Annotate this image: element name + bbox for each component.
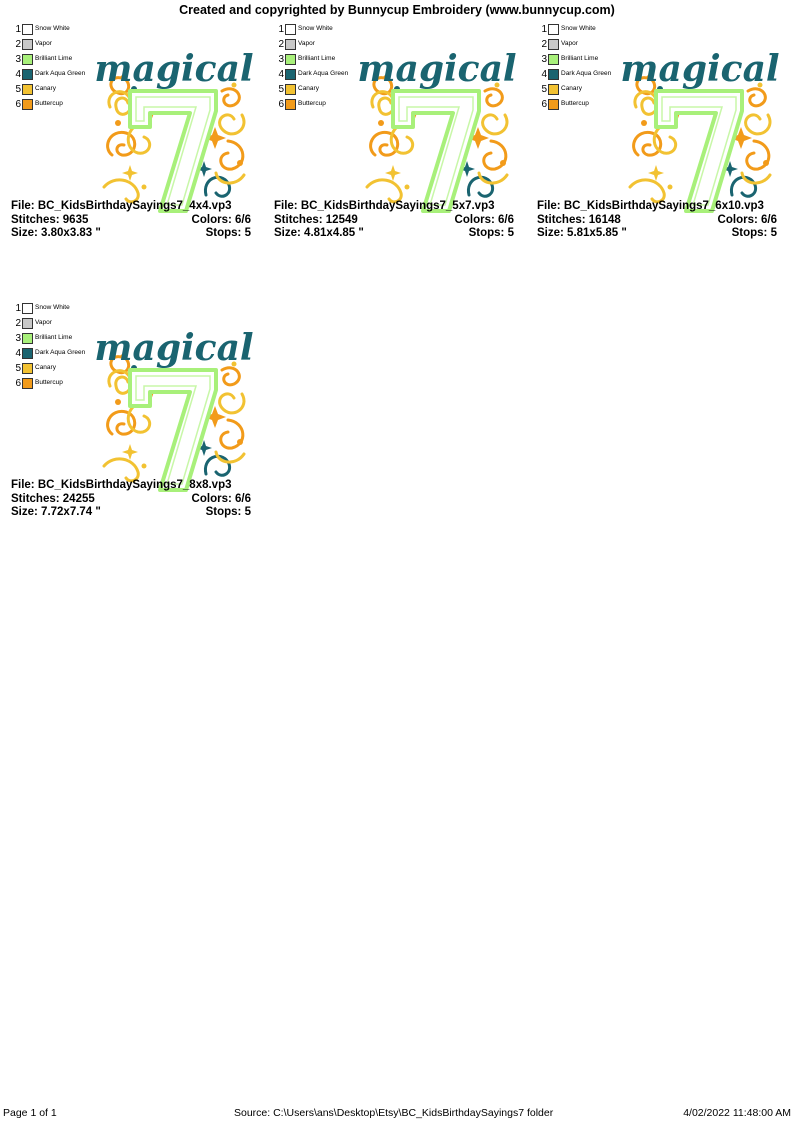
swirl-left-low	[108, 132, 135, 155]
colors-value: 6/6	[235, 492, 251, 505]
color-swatch	[22, 378, 33, 389]
size-value: 4.81x4.85 "	[304, 227, 364, 239]
sparkle-star	[122, 444, 138, 460]
swirl-left-bottom	[104, 459, 138, 481]
legend-color-name: Canary	[35, 364, 56, 371]
color-swatch	[548, 54, 559, 65]
color-swatch	[22, 39, 33, 50]
number-seven	[130, 370, 216, 490]
stitches-value: 9635	[62, 213, 89, 226]
legend-color-name: Dark Aqua Green	[298, 70, 349, 77]
design-info	[11, 200, 251, 241]
color-swatch	[22, 303, 33, 314]
legend-number: 1	[541, 24, 547, 35]
dot	[763, 160, 769, 166]
swirl-left-low	[371, 132, 398, 155]
design-card	[11, 21, 259, 256]
file-name: File: BC_KidsBirthdaySayings7_4x4.vp3	[11, 200, 232, 212]
word-magical: magical	[620, 48, 780, 90]
word-magical: magical	[94, 327, 254, 369]
colors-label: Colors:	[454, 213, 495, 226]
dot	[237, 439, 243, 445]
legend-color-name: Snow White	[298, 25, 333, 32]
stitches-value: 16148	[588, 213, 621, 226]
legend-number: 5	[278, 84, 284, 95]
swirl-right-teal	[205, 177, 229, 196]
color-swatch	[22, 99, 33, 110]
colors-value: 6/6	[235, 213, 251, 226]
color-swatch	[285, 69, 296, 80]
colors-label: Colors:	[717, 213, 758, 226]
stops-value: 5	[244, 506, 251, 518]
design-card	[537, 21, 785, 256]
stitches-label: Stitches:	[537, 213, 586, 226]
design-card	[274, 21, 522, 256]
legend-number: 2	[278, 39, 284, 50]
swirl-left-curl	[654, 125, 675, 153]
stops-value: 5	[507, 227, 514, 239]
design-artwork	[620, 15, 780, 215]
swirl-right-mid	[220, 394, 244, 413]
legend-number: 6	[278, 99, 284, 110]
colors-label: Colors:	[191, 492, 232, 505]
legend-color-name: Canary	[35, 85, 56, 92]
legend-number: 6	[15, 378, 21, 389]
dot	[500, 160, 506, 166]
legend-color-name: Brilliant Lime	[561, 55, 599, 62]
size-label: Size:	[11, 506, 38, 518]
sparkle-star	[648, 165, 664, 181]
file-name: File: BC_KidsBirthdaySayings7_5x7.vp3	[274, 200, 495, 212]
dot	[115, 399, 121, 405]
stops-value: 5	[244, 227, 251, 239]
design-artwork	[357, 15, 517, 215]
size-value: 3.80x3.83 "	[41, 227, 101, 239]
dot	[142, 464, 147, 469]
color-swatch	[548, 39, 559, 50]
legend-color-name: Buttercup	[35, 100, 63, 107]
legend-number: 2	[15, 39, 21, 50]
legend-number: 5	[541, 84, 547, 95]
page-title: Created and copyrighted by Bunnycup Embroidery (www.bunnycup.com)	[179, 3, 615, 17]
swirl-right-teal	[205, 456, 229, 475]
legend-color-name: Vapor	[35, 319, 52, 326]
color-swatch	[22, 318, 33, 329]
color-swatch	[22, 363, 33, 374]
legend-number: 6	[541, 99, 547, 110]
dot	[405, 185, 410, 190]
swirl-right-mid	[746, 115, 770, 134]
legend-number: 4	[278, 69, 284, 80]
stitches-value: 24255	[62, 492, 95, 505]
swirl-left-curl	[128, 125, 149, 153]
legend-color-name: Snow White	[561, 25, 596, 32]
design-artwork	[94, 294, 254, 494]
legend-color-name: Brilliant Lime	[298, 55, 336, 62]
color-swatch	[285, 39, 296, 50]
design-artwork	[94, 15, 254, 215]
legend-number: 5	[15, 84, 21, 95]
stitches-value: 12549	[325, 213, 358, 226]
swirl-left-curl	[391, 125, 412, 153]
color-swatch	[548, 69, 559, 80]
dot	[641, 120, 647, 126]
legend-color-name: Buttercup	[298, 100, 326, 107]
color-swatch	[285, 24, 296, 35]
legend-color-name: Snow White	[35, 304, 70, 311]
legend-color-name: Dark Aqua Green	[35, 349, 86, 356]
legend-number: 6	[15, 99, 21, 110]
swirl-right-top	[222, 368, 239, 385]
stops-value: 5	[770, 227, 777, 239]
legend-color-name: Vapor	[298, 40, 315, 47]
stops-label: Stops:	[205, 506, 242, 518]
color-swatch	[22, 54, 33, 65]
swirl-left-bottom	[367, 180, 401, 202]
color-swatch	[22, 348, 33, 359]
number-seven	[656, 91, 742, 211]
legend-number: 3	[15, 333, 21, 344]
legend-number: 3	[541, 54, 547, 65]
color-swatch	[548, 84, 559, 95]
stops-label: Stops:	[468, 227, 505, 239]
color-swatch	[285, 54, 296, 65]
page-number: Page 1 of 1	[3, 1107, 57, 1119]
print-datetime: 4/02/2022 11:48:00 AM	[683, 1107, 791, 1119]
dot	[378, 120, 384, 126]
number-seven	[130, 91, 216, 211]
legend-number: 1	[15, 24, 21, 35]
swirl-right-mid	[483, 115, 507, 134]
legend-color-name: Buttercup	[35, 379, 63, 386]
swirl-right-mid	[220, 115, 244, 134]
legend-number: 4	[15, 69, 21, 80]
color-swatch	[285, 84, 296, 95]
swirl-right-top	[485, 89, 502, 106]
swirl-left-low	[108, 411, 135, 434]
swirl-left-low	[634, 132, 661, 155]
colors-label: Colors:	[191, 213, 232, 226]
design-card	[11, 300, 259, 535]
swirl-right-top	[222, 89, 239, 106]
sparkle-star	[122, 165, 138, 181]
size-label: Size:	[537, 227, 564, 239]
size-label: Size:	[274, 227, 301, 239]
dot	[142, 185, 147, 190]
size-label: Size:	[11, 227, 38, 239]
swirl-right-teal	[468, 177, 492, 196]
legend-color-name: Dark Aqua Green	[35, 70, 86, 77]
color-swatch	[22, 333, 33, 344]
legend-number: 2	[15, 318, 21, 329]
colors-value: 6/6	[761, 213, 777, 226]
legend-number: 2	[541, 39, 547, 50]
stitches-label: Stitches:	[274, 213, 323, 226]
colors-value: 6/6	[498, 213, 514, 226]
dot	[115, 120, 121, 126]
legend-number: 3	[278, 54, 284, 65]
stops-label: Stops:	[731, 227, 768, 239]
dot	[237, 160, 243, 166]
color-swatch	[548, 99, 559, 110]
stops-label: Stops:	[205, 227, 242, 239]
swirl-left-bottom	[630, 180, 664, 202]
legend-color-name: Brilliant Lime	[35, 55, 73, 62]
color-swatch	[285, 99, 296, 110]
swirl-left-bottom	[104, 180, 138, 202]
legend-number: 1	[278, 24, 284, 35]
word-magical: magical	[94, 48, 254, 90]
size-value: 5.81x5.85 "	[567, 227, 627, 239]
color-swatch	[22, 69, 33, 80]
legend-color-name: Brilliant Lime	[35, 334, 73, 341]
legend-number: 5	[15, 363, 21, 374]
legend-color-name: Snow White	[35, 25, 70, 32]
color-swatch	[22, 24, 33, 35]
legend-color-name: Dark Aqua Green	[561, 70, 612, 77]
legend-number: 4	[15, 348, 21, 359]
color-swatch	[548, 24, 559, 35]
word-magical: magical	[357, 48, 517, 90]
stitches-label: Stitches:	[11, 213, 60, 226]
sparkle-star	[385, 165, 401, 181]
stitches-label: Stitches:	[11, 492, 60, 505]
legend-number: 3	[15, 54, 21, 65]
dot	[668, 185, 673, 190]
legend-color-name: Vapor	[561, 40, 578, 47]
legend-color-name: Buttercup	[561, 100, 589, 107]
legend-number: 4	[541, 69, 547, 80]
legend-number: 1	[15, 303, 21, 314]
swirl-right-top	[748, 89, 765, 106]
legend-color-name: Vapor	[35, 40, 52, 47]
file-name: File: BC_KidsBirthdaySayings7_6x10.vp3	[537, 200, 764, 212]
legend-color-name: Canary	[561, 85, 582, 92]
swirl-right-teal	[731, 177, 755, 196]
source-path: Source: C:\Users\ans\Desktop\Etsy\BC_KidsBirthdaySayings7 folder	[234, 1107, 554, 1119]
legend-color-name: Canary	[298, 85, 319, 92]
file-name: File: BC_KidsBirthdaySayings7_8x8.vp3	[11, 479, 232, 491]
design-info	[11, 479, 251, 520]
design-info	[274, 200, 514, 241]
size-value: 7.72x7.74 "	[41, 506, 101, 518]
swirl-left-curl	[128, 404, 149, 432]
color-swatch	[22, 84, 33, 95]
number-seven	[393, 91, 479, 211]
design-info	[537, 200, 777, 241]
